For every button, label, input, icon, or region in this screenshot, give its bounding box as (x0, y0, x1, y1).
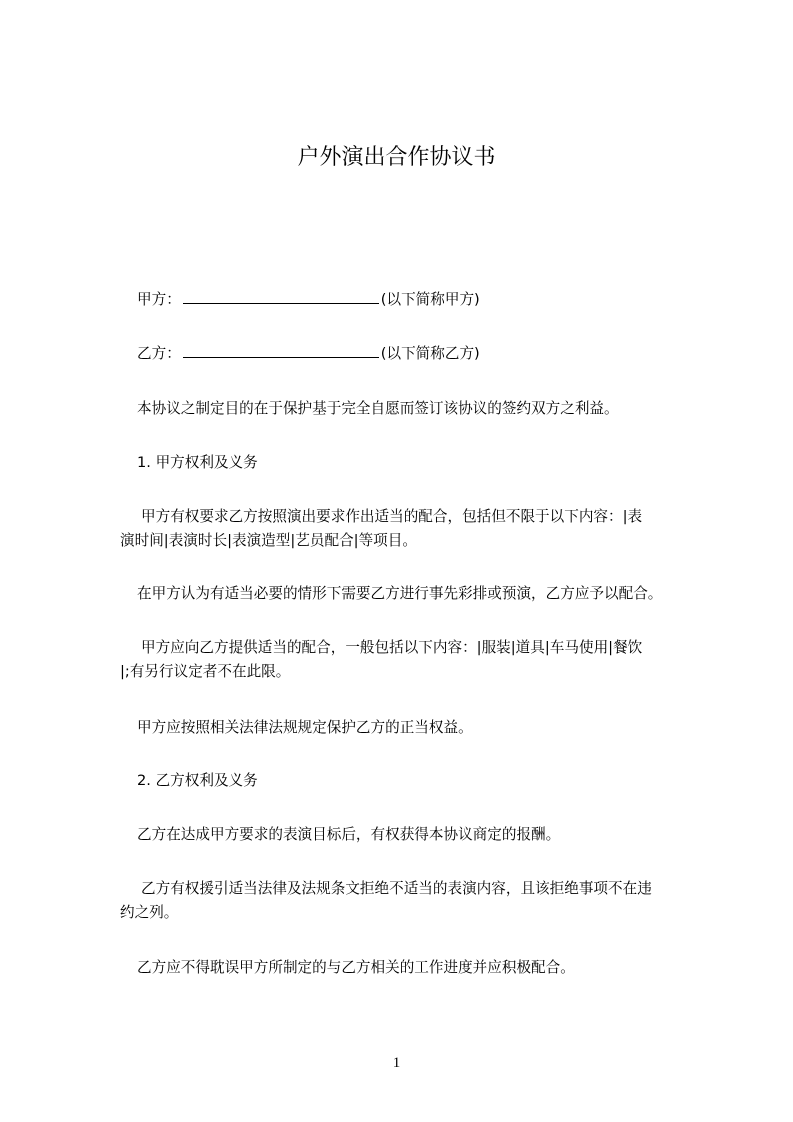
paragraph-line: 甲方有权要求乙方按照演出要求作出适当的配合，包括但不限于以下内容：|表 (141, 508, 643, 525)
party-b-label: 乙方： (137, 345, 181, 362)
paragraph-line: 乙方有权援引适当法律及法规条文拒绝不适当的表演内容，且该拒绝事项不在违 (141, 880, 652, 897)
section2-heading (120, 769, 720, 793)
section1-paragraph-2 (120, 582, 720, 606)
intro-paragraph (120, 397, 720, 421)
paragraph-line: 约之列。 (120, 904, 179, 921)
page-number: 1 (392, 1055, 401, 1071)
section1-heading (120, 451, 720, 475)
paragraph-line: |;有另行议定者不在此限。 (120, 663, 291, 680)
section1-paragraph-3 (120, 636, 720, 684)
paragraph-line: 甲方应向乙方提供适当的配合，一般包括以下内容：|服装|道具|车马使用|餐饮 (141, 639, 643, 656)
party-a-blank (183, 289, 379, 304)
party-b-blank (183, 343, 379, 358)
section2-paragraph-3 (120, 956, 720, 980)
section2-paragraph-2 (120, 877, 720, 925)
party-b-suffix: (以下简称乙方) (380, 345, 480, 362)
party-a-line (120, 288, 720, 312)
paragraph-line: 演时间|表演时长|表演造型|艺员配合|等项目。 (120, 532, 417, 549)
section2-heading-text: 2. 乙方权利及义务 (137, 772, 258, 789)
intro-text: 本协议之制定目的在于保护基于完全自愿而签订该协议的签约双方之利益。 (137, 400, 619, 417)
section1-heading-text: 1. 甲方权利及义务 (137, 454, 258, 471)
document-title: 户外演出合作协议书 (297, 145, 496, 170)
section1-paragraph-1 (120, 505, 720, 553)
paragraph-line: 甲方应按照相关法律法规规定保护乙方的正当权益。 (137, 719, 473, 736)
paragraph-line: 在甲方认为有适当必要的情形下需要乙方进行事先彩排或预演，乙方应予以配合。 (137, 585, 663, 602)
section2-paragraph-1 (120, 823, 720, 847)
paragraph-line: 乙方在达成甲方要求的表演目标后，有权获得本协议商定的报酬。 (137, 826, 561, 843)
paragraph-line: 乙方应不得耽误甲方所制定的与乙方相关的工作进度并应积极配合。 (137, 959, 575, 976)
party-a-label: 甲方： (137, 291, 181, 308)
party-a-suffix: (以下简称甲方) (380, 291, 480, 308)
party-b-line (120, 342, 720, 366)
section1-paragraph-4 (120, 716, 720, 740)
